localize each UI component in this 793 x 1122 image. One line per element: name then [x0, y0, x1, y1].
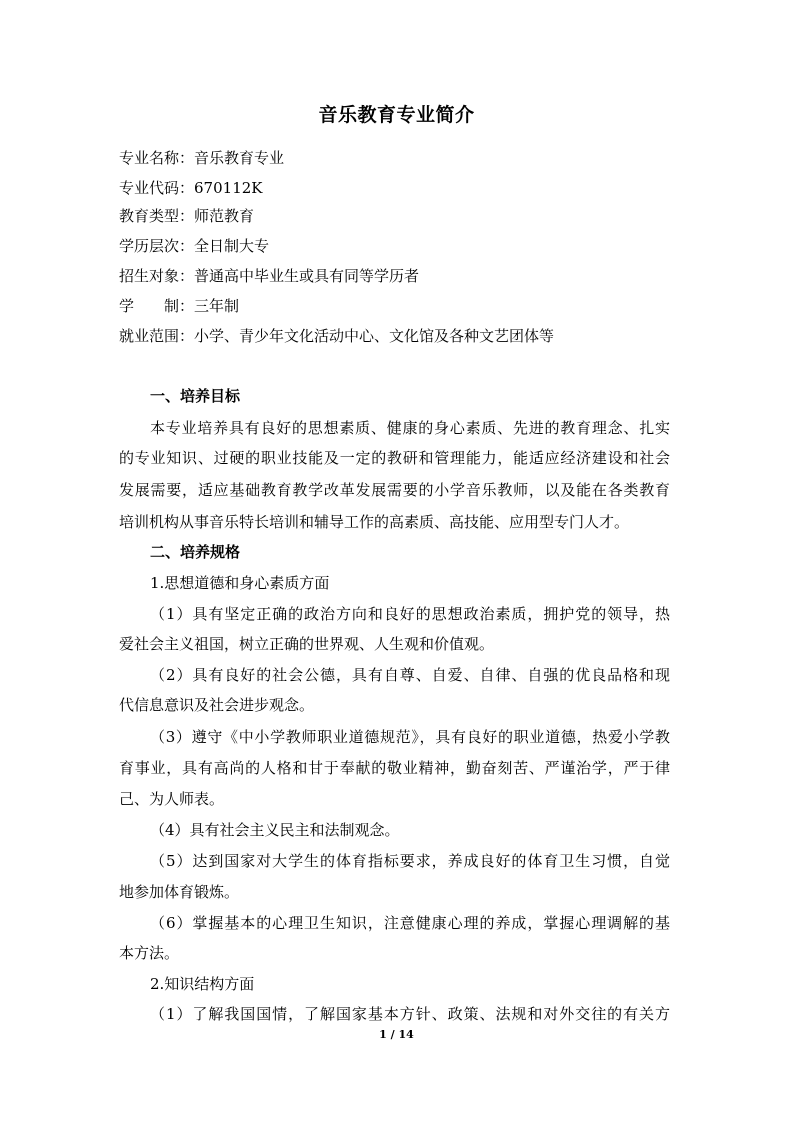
- paragraph-line: [119, 480, 670, 500]
- page-title: 音乐教育专业简介: [318, 104, 475, 126]
- paragraph-text: （1）具有坚定正确的政治方向和良好的思想政治素质，拥护党的领导，热: [150, 605, 670, 623]
- info-education-level: [119, 236, 269, 256]
- list-item-line: [150, 913, 670, 933]
- info-label: 学历层次：: [119, 237, 195, 255]
- list-item-line: [119, 695, 314, 715]
- info-label: 教育类型：: [119, 207, 195, 225]
- paragraph-line: [150, 418, 670, 438]
- list-item-line: [150, 604, 670, 624]
- paragraph-text: 代信息意识及社会进步观念。: [119, 696, 315, 714]
- info-value: 三年制: [194, 297, 240, 315]
- info-enrollment-target: [119, 266, 419, 286]
- section-heading-objectives: 一、培养目标: [150, 387, 241, 405]
- paragraph-text: 的专业知识、过硬的职业技能及一定的教研和管理能力，能适应经济建设和社会: [119, 449, 670, 467]
- paragraph-text: 地参加体育锻炼。: [119, 883, 240, 901]
- list-item-line: [150, 851, 670, 871]
- info-value: 音乐教育专业: [194, 149, 285, 167]
- list-item-line: [119, 758, 670, 778]
- subsection-heading: 2.知识结构方面: [150, 975, 255, 993]
- paragraph-text: （2）具有良好的社会公德，具有自尊、自爱、自律、自强的优良品格和现: [150, 666, 670, 684]
- paragraph-text: 发展需要，适应基础教育教学改革发展需要的小学音乐教师，以及能在各类教育: [119, 481, 670, 499]
- section-heading-specifications: 二、培养规格: [150, 543, 241, 561]
- list-item-line: [150, 727, 670, 747]
- info-label: 专业名称：: [119, 149, 195, 167]
- paragraph-text: （3）遵守《中小学教师职业道德规范》，具有良好的职业道德，热爱小学教: [150, 728, 670, 746]
- info-value: 670112K: [194, 179, 263, 197]
- subsection-heading: 1.思想道德和身心素质方面: [150, 574, 330, 592]
- info-label: 就业范围：: [119, 327, 195, 345]
- paragraph-text: 己、为人师表。: [119, 790, 225, 808]
- paragraph-text: （1）了解我国国情，了解国家基本方针、政策、法规和对外交往的有关方: [150, 1005, 670, 1023]
- paragraph-text: （4）具有社会主义民主和法制观念。: [150, 821, 400, 839]
- list-item-line: [150, 1004, 670, 1024]
- info-label: 学 制：: [119, 297, 195, 315]
- info-education-type: [119, 206, 254, 226]
- info-duration: [119, 296, 239, 316]
- list-item-line: [119, 882, 239, 902]
- info-label: 专业代码：: [119, 179, 195, 197]
- list-item-line: [119, 789, 224, 809]
- info-employment-scope: [119, 326, 554, 346]
- paragraph-text: （6）掌握基本的心理卫生知识，注意健康心理的养成，掌握心理调解的基: [150, 914, 670, 932]
- list-item-line: [119, 634, 494, 654]
- list-item-line: [119, 943, 179, 963]
- info-label: 招生对象：: [119, 267, 195, 285]
- paragraph-text: 本专业培养具有良好的思想素质、健康的身心素质、先进的教育理念、扎实: [150, 419, 670, 437]
- info-value: 全日制大专: [194, 237, 270, 255]
- paragraph-text: 育事业，具有高尚的人格和甘于奉献的敬业精神，勤奋刻苦、严谨治学，严于律: [119, 759, 670, 777]
- info-major-code: [119, 178, 262, 198]
- info-major-name: [119, 148, 284, 168]
- info-value: 普通高中毕业生或具有同等学历者: [194, 267, 420, 285]
- info-value: 小学、青少年文化活动中心、文化馆及各种文艺团体等: [194, 327, 555, 345]
- paragraph-line: [119, 448, 670, 468]
- paragraph-line: [119, 512, 629, 532]
- paragraph-text: （5）达到国家对大学生的体育指标要求，养成良好的体育卫生习惯，自觉: [150, 852, 670, 870]
- info-value: 师范教育: [194, 207, 255, 225]
- paragraph-text: 培训机构从事音乐特长培训和辅导工作的高素质、高技能、应用型专门人才。: [119, 513, 630, 531]
- paragraph-text: 本方法。: [119, 944, 180, 962]
- list-item-line: [150, 665, 670, 685]
- page-number: 1 / 14: [379, 1028, 414, 1041]
- paragraph-text: 爱社会主义祖国，树立正确的世界观、人生观和价值观。: [119, 635, 495, 653]
- list-item-line: [150, 820, 400, 840]
